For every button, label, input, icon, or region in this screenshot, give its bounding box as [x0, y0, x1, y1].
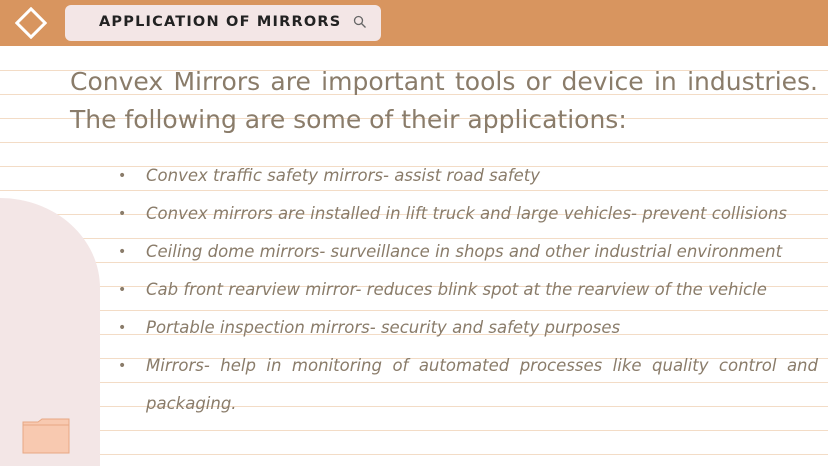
- bullet-icon: •: [118, 282, 127, 298]
- list-item-text: Convex mirrors are installed in lift truck and large vehicles- prevent collisions: [146, 204, 787, 223]
- intro-line-1: Convex Mirrors are important tools or device in industries.: [70, 67, 818, 96]
- applications-list: [0, 157, 828, 423]
- list-item: [0, 309, 818, 347]
- list-item-text: Cab front rearview mirror- reduces blink spot at the rearview of the vehicle: [146, 280, 767, 299]
- list-item-text: Portable inspection mirrors- security and safety purposes: [146, 318, 621, 337]
- intro-line-2: The following are some of their applications:: [70, 105, 627, 134]
- header-bar: [0, 0, 828, 46]
- folder-icon: [22, 418, 70, 454]
- bullet-icon: •: [118, 244, 127, 260]
- bullet-icon: •: [118, 320, 127, 336]
- list-item: [0, 195, 818, 233]
- diamond-logo-icon[interactable]: [15, 7, 47, 39]
- intro-paragraph: [70, 63, 820, 139]
- list-item: [0, 271, 818, 309]
- bullet-icon: •: [118, 206, 127, 222]
- list-item-text: Mirrors- help in monitoring of automated processes like quality control and packaging.: [146, 356, 818, 413]
- list-item-text: Ceiling dome mirrors- surveillance in shops and other industrial environment: [146, 242, 783, 261]
- bullet-icon: •: [118, 358, 127, 374]
- page-title: APPLICATION OF MIRRORS: [99, 14, 342, 30]
- list-item: [0, 233, 818, 271]
- search-icon[interactable]: [353, 15, 367, 29]
- title-search-pill[interactable]: [65, 5, 381, 41]
- list-item-text: Convex traffic safety mirrors- assist road safety: [146, 166, 541, 185]
- list-item: [0, 347, 818, 423]
- list-item: [0, 157, 818, 195]
- bullet-icon: •: [118, 168, 127, 184]
